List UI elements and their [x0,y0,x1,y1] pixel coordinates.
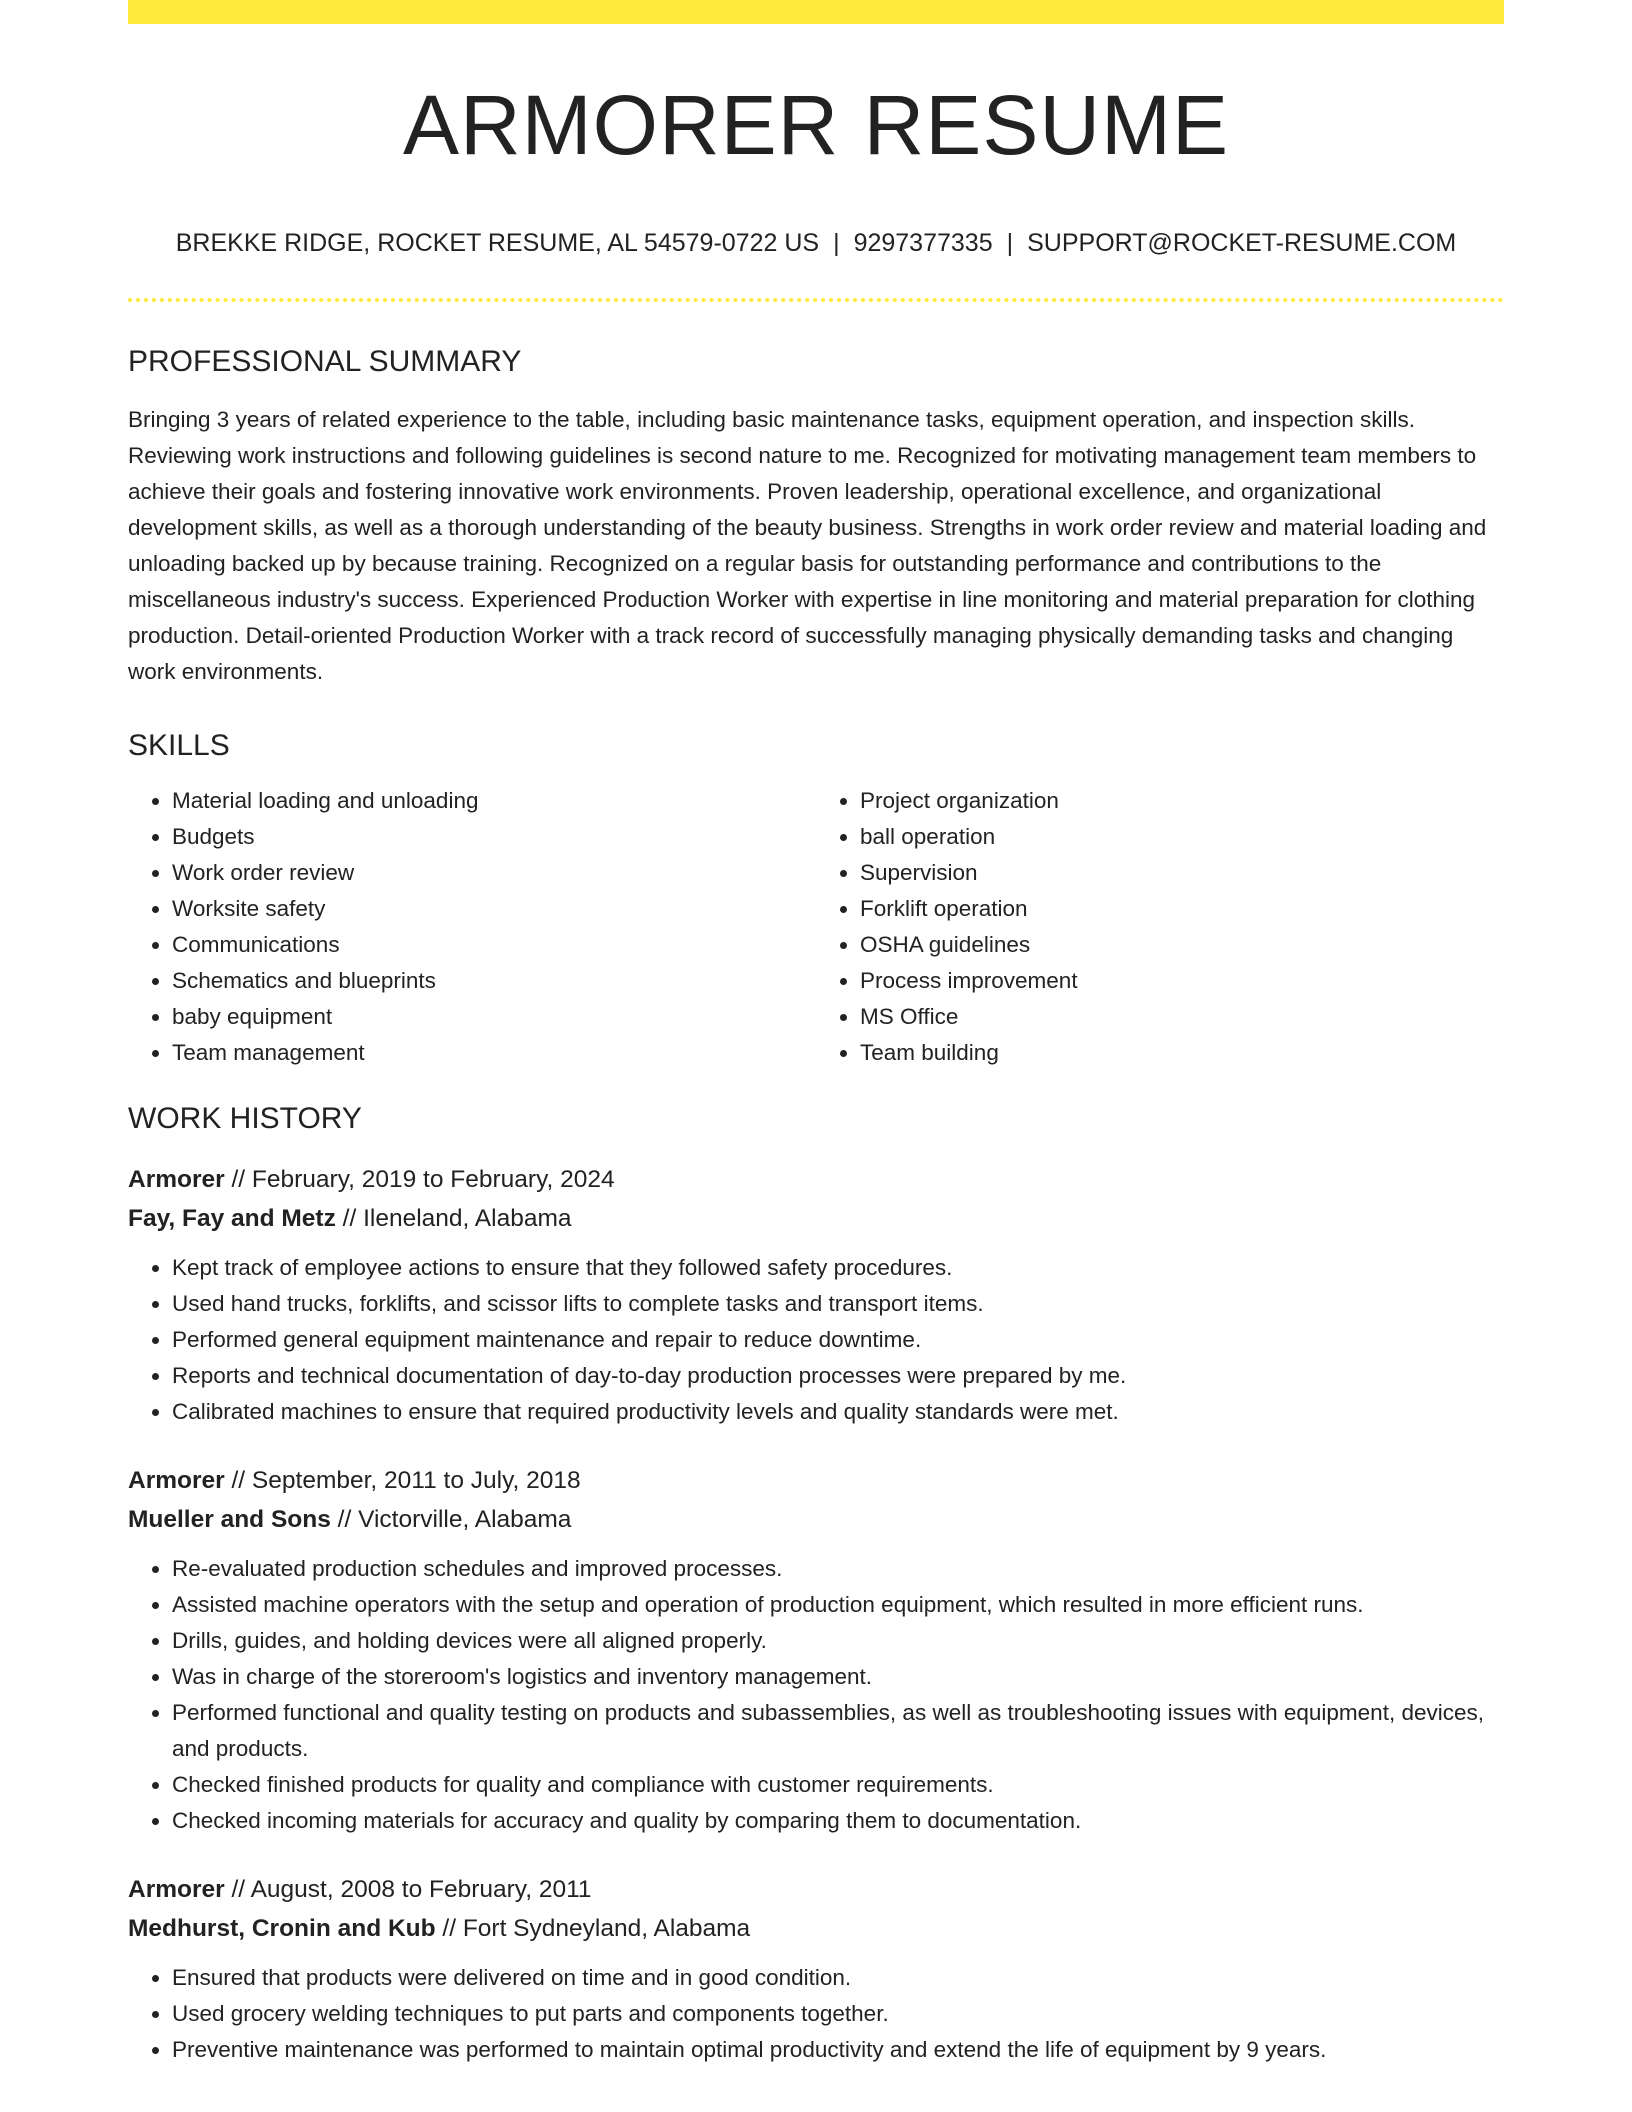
skill-item: • baby equipment [172,999,816,1035]
skill-item: • Communications [172,927,816,963]
skill-item: • Team building [860,1035,1504,1071]
skill-item: • Project organization [860,783,1504,819]
skill-item: • Schematics and blueprints [172,963,816,999]
job-bullet: • Ensured that products were delivered on time and in good condition. [172,1960,1504,1996]
job-title-line [128,1870,1504,1909]
job-title-line [128,1160,1504,1199]
job-company-line [128,1909,1504,1948]
job-bullet: • Was in charge of the storeroom's logistics and inventory management. [172,1659,1504,1695]
job-bullet-list [128,1551,1504,1839]
job-bullet: • Preventive maintenance was performed to maintain optimal productivity and extend the life of equipment by 9 years. [172,2032,1504,2068]
job-bullet: • Kept track of employee actions to ensure that they followed safety procedures. [172,1250,1504,1286]
accent-top-bar [128,0,1504,24]
skills-column-left [128,783,816,1071]
job-company: Fay, Fay and Metz [128,1205,336,1233]
skills-heading: SKILLS [128,729,230,763]
work-history-heading: WORK HISTORY [128,1102,362,1136]
job-dates: // August, 2008 to February, 2011 [224,1876,592,1904]
job-dates: // September, 2011 to July, 2018 [224,1467,581,1495]
skill-item: • Supervision [860,855,1504,891]
dotted-divider [128,298,1504,302]
job-company-line [128,1500,1504,1539]
contact-separator: | [1006,229,1014,258]
job-company: Medhurst, Cronin and Kub [128,1915,436,1943]
skill-item: • Work order review [172,855,816,891]
job-dates: // February, 2019 to February, 2024 [224,1166,615,1194]
job-role: Armorer [128,1166,225,1194]
job-location: // Fort Sydneyland, Alabama [435,1915,751,1943]
job-entry [128,1461,1504,1839]
job-bullet: • Used grocery welding techniques to put parts and components together. [172,1996,1504,2032]
summary-heading: PROFESSIONAL SUMMARY [128,345,522,379]
skill-item: • Team management [172,1035,816,1071]
contact-phone: 9297377335 [853,229,993,258]
skill-item: • MS Office [860,999,1504,1035]
job-bullet: • Calibrated machines to ensure that required productivity levels and quality standards were met. [172,1394,1504,1430]
job-bullet-list [128,1960,1504,2068]
job-role: Armorer [128,1876,225,1904]
job-bullet: • Used hand trucks, forklifts, and scissor lifts to complete tasks and transport items. [172,1286,1504,1322]
contact-email: SUPPORT@ROCKET-RESUME.COM [1027,229,1457,258]
resume-title: ARMORER RESUME [402,78,1230,172]
skill-item: • Worksite safety [172,891,816,927]
job-location: // Victorville, Alabama [330,1506,572,1534]
skills-column-right [816,783,1504,1071]
job-entry [128,1160,1504,1430]
job-bullet: • Re-evaluated production schedules and improved processes. [172,1551,1504,1587]
job-title-line [128,1461,1504,1500]
job-company: Mueller and Sons [128,1506,331,1534]
skill-item: • Budgets [172,819,816,855]
skill-item: • Forklift operation [860,891,1504,927]
skill-item: • Process improvement [860,963,1504,999]
job-bullet: • Drills, guides, and holding devices were all aligned properly. [172,1623,1504,1659]
summary-paragraph: Bringing 3 years of related experience to the table, including basic maintenance tasks, equipment operation, and inspection skills. Reviewing work instructions and following guidelines is second nature to me. Recognized for motivating management team members to achieve their goals and fostering innovative work environments. Proven leadership, operational excellence, and organizational development skills, as well as a thorough understanding of the beauty business. Strengths in work order review and material loading and unloading backed up by because training. Recognized on a regular basis for outstanding performance and contributions to the miscellaneous industry's success. Experienced Production Worker with expertise in line monitoring and material preparation for clothing production. Detail-oriented Production Worker with a track record of successfully managing physically demanding tasks and changing work environments. [128,407,1487,685]
skill-item: • ball operation [860,819,1504,855]
job-entry [128,1870,1504,2068]
contact-address: BREKKE RIDGE, ROCKET RESUME, AL 54579-0722 US [175,229,820,258]
contact-line [128,228,1504,258]
job-bullet: • Checked finished products for quality and compliance with customer requirements. [172,1767,1504,1803]
resume-page [128,0,1504,2068]
skills-list [128,783,1504,1071]
job-bullet: • Performed general equipment maintenance and repair to reduce downtime. [172,1322,1504,1358]
job-bullet-list [128,1250,1504,1430]
job-location: // Ileneland, Alabama [335,1205,572,1233]
skill-item: • Material loading and unloading [172,783,816,819]
job-company-line [128,1199,1504,1238]
job-bullet: • Performed functional and quality testing on products and subassemblies, as well as troubleshooting issues with equipment, devices, and products. [172,1695,1504,1767]
job-role: Armorer [128,1467,225,1495]
contact-separator: | [833,229,840,258]
job-bullet: • Checked incoming materials for accuracy and quality by comparing them to documentation. [172,1803,1504,1839]
skill-item: • OSHA guidelines [860,927,1504,963]
job-bullet: • Assisted machine operators with the setup and operation of production equipment, which resulted in more efficient runs. [172,1587,1504,1623]
job-bullet: • Reports and technical documentation of day-to-day production processes were prepared by me. [172,1358,1504,1394]
